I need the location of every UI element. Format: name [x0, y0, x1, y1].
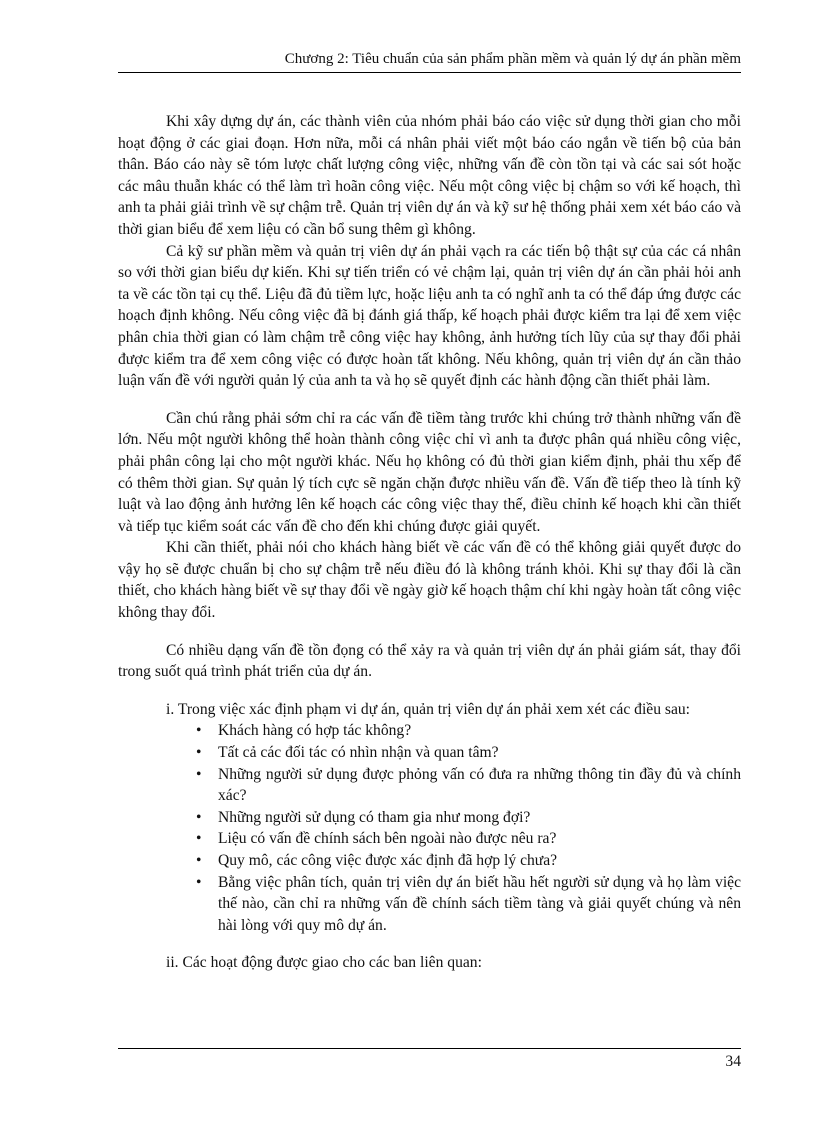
list-item: • Những người sử dụng có tham gia như mong đợi? — [218, 807, 741, 829]
paragraph-4: Khi cần thiết, phải nói cho khách hàng biết về các vấn đề có thể không giải quyết được do vậy họ sẽ được chuẩn bị cho sự chậm trễ nếu điều đó là không tránh khỏi. Khi sự thay đổi là cần thiết, cho khách hàng biết về sự thay đổi về ngày giờ kế hoạch thậm chí khi ngày hoàn tất công việc không thay đổi. — [118, 539, 741, 622]
bullet-icon: • — [196, 830, 202, 848]
bullet-icon: • — [196, 744, 202, 762]
paragraph-3: Cần chú rằng phải sớm chỉ ra các vấn đề tiềm tàng trước khi chúng trở thành những vấn đề lớn. Nếu một người không thể hoàn thành công việc chỉ vì anh ta được phân quá nhiều công việc, phải phân công lại cho một người khác. Nếu họ không có đủ thời gian kiểm định, phải thu xếp để có thêm thời gian. Sự quản lý tích cực sẽ ngăn chặn được nhiều vấn đề. Vấn đề tiếp theo là tính kỹ luật và lao động ảnh hưởng lên kế hoạch các công việc thay thế, điều chỉnh kế hoạch khi cần thiết và tiếp tục kiểm soát các vấn đề cho đến khi chúng được giải quyết. — [118, 409, 741, 535]
bullet-icon: • — [196, 873, 202, 891]
list-item: • Liệu có vấn đề chính sách bên ngoài nào được nêu ra? — [218, 828, 741, 850]
footer-rule — [118, 1048, 741, 1049]
paragraph-5: Có nhiều dạng vấn đề tồn đọng có thể xảy ra và quản trị viên dự án phải giám sát, thay đổi trong suốt quá trình phát triển của dự án. — [118, 641, 741, 681]
list-item: • Tất cả các đối tác có nhìn nhận và quan tâm? — [218, 742, 741, 764]
list-item: • Khách hàng có hợp tác không? — [218, 720, 741, 742]
list-item: • Những người sử dụng được phỏng vấn có đưa ra những thông tin đầy đủ và chính xác? — [196, 765, 741, 805]
page-header: Chương 2: Tiêu chuẩn của sản phẩm phần mềm và quản lý dự án phần mềm — [284, 51, 741, 67]
bullet-list — [118, 720, 741, 936]
page-number: 34 — [725, 1053, 741, 1070]
list-ii-intro: ii. Các hoạt động được giao cho các ban liên quan: — [166, 954, 482, 972]
list-item: • Bằng việc phân tích, quản trị viên dự án biết hầu hết người sử dụng và họ làm việc thế nào, cần chỉ ra những vấn đề chính sách tiềm tàng và giải quyết chúng và nên hài lòng với quy mô dự án. — [196, 873, 741, 934]
list-item: • Quy mô, các công việc được xác định đã hợp lý chưa? — [218, 850, 741, 872]
bullet-icon: • — [196, 852, 202, 869]
bullet-icon: • — [196, 765, 202, 783]
paragraph-2: Cả kỹ sư phần mềm và quản trị viên dự án phải vạch ra các tiến bộ thật sự của các cá nhân so với thời gian biểu dự kiến. Khi sự tiến triển có vẻ chậm lại, quản trị viên dự án cần phải hỏi anh ta về các tồn tại cụ thể. Liệu đã đủ tiềm lực, hoặc liệu anh ta có nghĩ anh ta có thể đáp ứng được các hoạch định không. Nếu công việc đã bị đánh giá thấp, kế hoạch phải được kiểm tra lại để xem việc phân chia thời gian có làm chậm trễ công việc hay không, ảnh hưởng tích lũy của sự thay đổi phải được kiểm tra để xem công việc có được hoàn tất không. Nếu không, quản trị viên dự án cần thảo luận vấn đề với người quản lý của anh ta và họ sẽ quyết định các hành động cần thiết phải làm. — [118, 242, 741, 390]
bullet-icon: • — [196, 722, 202, 740]
document-body — [118, 111, 741, 974]
header-rule — [118, 72, 741, 73]
paragraph-1: Khi xây dựng dự án, các thành viên của nhóm phải báo cáo việc sử dụng thời gian cho mỗi hoạt động ở các giai đoạn. Hơn nữa, mỗi cá nhân phải viết một báo cáo ngắn về tiến bộ của bản thân. Báo cáo này sẽ tóm lược chất lượng công việc, những vấn đề còn tồn tại và các sai sót hoặc các mâu thuẫn khác có thể làm trì hoãn công việc. Nếu một công việc bị chậm so với kế hoạch, thì anh ta phải giải trình về sự chậm trễ. Quản trị viên dự án và kỹ sư hệ thống phải xem xét báo cáo và thời gian biểu để xem liệu có cần bổ sung thêm gì không. — [118, 113, 741, 238]
list-i-intro: i. Trong việc xác định phạm vi dự án, quản trị viên dự án phải xem xét các điều sau: — [166, 700, 691, 718]
bullet-icon: • — [196, 808, 202, 826]
